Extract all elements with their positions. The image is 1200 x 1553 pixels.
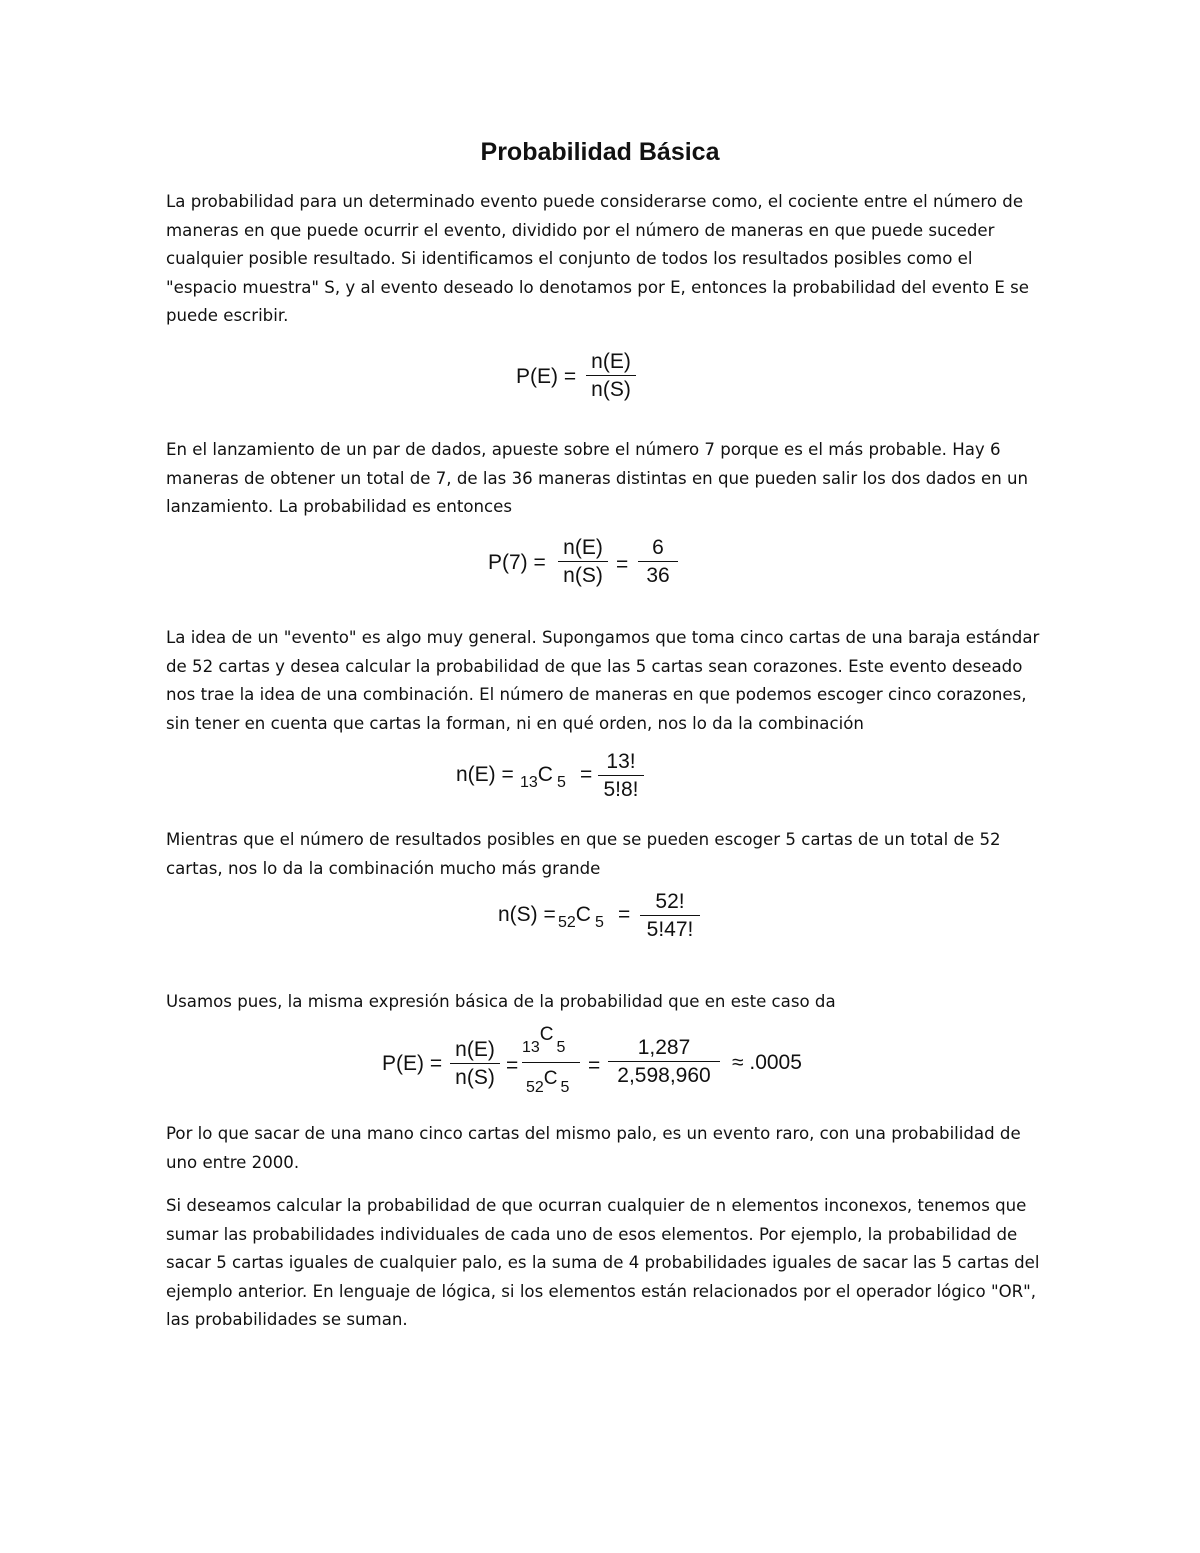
- fraction-denominator: n(S): [563, 564, 603, 587]
- formula-combination-total: [498, 890, 708, 948]
- formula-fraction-events: [558, 536, 608, 588]
- formula-equals: =: [616, 553, 629, 576]
- fraction-bar: [558, 561, 608, 562]
- formula-lhs: P(E) =: [516, 365, 577, 388]
- paragraph-rare-event: Por lo que sacar de una mano cinco cartas del mismo palo, es un evento raro, con una probabilidad de uno entre 2000.: [166, 1124, 1021, 1172]
- combination-k: 5: [594, 914, 604, 931]
- fraction-bar: [598, 775, 644, 776]
- formula-fraction: [598, 750, 644, 802]
- fraction-numerator: 13!: [606, 750, 636, 773]
- combination-c: C: [539, 1024, 554, 1045]
- formula-lhs: n(S) =: [498, 903, 556, 926]
- fraction-denominator: 2,598,960: [617, 1064, 711, 1087]
- combination-n: 13: [522, 1039, 540, 1056]
- fraction-numerator: 1,287: [637, 1036, 691, 1059]
- combination-n: 52: [526, 1079, 544, 1096]
- formula-fraction: [640, 890, 700, 942]
- formula-combination-ratio: [522, 1024, 582, 1102]
- paragraph-dice: En el lanzamiento de un par de dados, apueste sobre el número 7 porque es el más probable. Hay 6 maneras de obtener un total de 7, de las 36 maneras distintas en que pueden salir los dos dados en un lanzamiento. La probabilidad es entonces: [166, 440, 1029, 517]
- fraction-bar: [522, 1062, 580, 1063]
- combination-c: C: [543, 1068, 558, 1089]
- paragraph-definition: La probabilidad para un determinado evento puede considerarse como, el cociente entre el número de maneras en que puede ocurrir el evento, dividido por el número de maneras en que puede suceder cualquier posible resultado. Si identificamos el conjunto de todos los resultados posibles como el "espacio muestra" S, y al evento deseado lo denotamos por E, entonces la probabilidad del evento E se puede escribir.: [166, 192, 1029, 326]
- formula-equals: =: [588, 1054, 601, 1077]
- formula-equals: =: [506, 1054, 519, 1077]
- fraction-numerator: n(E): [455, 1038, 495, 1061]
- combination-n: 52: [558, 914, 576, 931]
- formula-lhs: P(E) =: [382, 1052, 443, 1075]
- fraction-bar: [608, 1061, 720, 1062]
- document-title: Probabilidad Básica: [480, 138, 720, 166]
- combination-k: 5: [556, 774, 566, 791]
- fraction-denominator: 36: [646, 564, 670, 587]
- formula-hearts-probability: [382, 1024, 822, 1104]
- paragraph-cards: La idea de un "evento" es algo muy general. Supongamos que toma cinco cartas de una baraja estándar de 52 cartas y desea calcular la probabilidad de que las 5 cartas sean corazones. Este evento deseado nos trae la idea de una combinación. El número de maneras en que podemos escoger cinco corazones, sin tener en cuenta que cartas la forman, ni en qué orden, nos lo da la combinación: [166, 628, 1040, 733]
- formula-lhs: n(E) =: [456, 763, 514, 786]
- combination-n: 13: [520, 774, 538, 791]
- paragraph-disjoint-events: Si deseamos calcular la probabilidad de que ocurran cualquier de n elementos inconexos, tenemos que sumar las probabilidades individuales de cada uno de esos elementos. Por ejemplo, la probabilidad de sacar 5 cartas iguales de cualquier palo, es la suma de 4 probabilidades iguales de sacar las 5 cartas del ejemplo anterior. En lenguaje de lógica, si los elementos están relacionados por el operador lógico "OR", las probabilidades se suman.: [166, 1196, 1040, 1330]
- ratio-denominator: [526, 1068, 570, 1096]
- formula-lhs: P(7) =: [488, 551, 546, 574]
- paragraph-total-outcomes: Mientras que el número de resultados posibles en que se pueden escoger 5 cartas de un total de 52 cartas, nos lo da la combinación mucho más grande: [166, 830, 1001, 878]
- fraction-denominator: n(S): [591, 378, 631, 401]
- combination-c: C: [537, 763, 553, 786]
- formula-combination: [558, 903, 604, 931]
- formula-probability-definition: [510, 350, 650, 410]
- formula-combination-hearts: [456, 750, 656, 808]
- fraction-numerator: 52!: [655, 890, 685, 913]
- combination-k: 5: [556, 1039, 566, 1056]
- formula-fraction-values: [638, 536, 678, 588]
- fraction-bar: [586, 375, 636, 376]
- formula-equals: =: [580, 763, 593, 786]
- combination-k: 5: [560, 1079, 570, 1096]
- formula-dice-probability: [488, 536, 688, 598]
- paragraph-usage: Usamos pues, la misma expresión básica de la probabilidad que en este caso da: [166, 992, 836, 1011]
- fraction-bar: [450, 1063, 500, 1064]
- formula-fraction-events: [450, 1038, 500, 1090]
- fraction-numerator: 6: [652, 536, 664, 559]
- fraction-denominator: n(S): [455, 1066, 495, 1089]
- formula-combination: [520, 763, 566, 791]
- fraction-denominator: 5!47!: [646, 918, 694, 941]
- fraction-numerator: n(E): [591, 350, 631, 373]
- formula-fraction: [586, 350, 636, 402]
- ratio-numerator: [522, 1024, 566, 1056]
- fraction-bar: [640, 915, 700, 916]
- fraction-numerator: n(E): [563, 536, 603, 559]
- formula-approximation: ≈ .0005: [732, 1051, 802, 1074]
- formula-fraction-values: [608, 1036, 720, 1088]
- fraction-denominator: 5!8!: [603, 778, 639, 801]
- fraction-bar: [638, 561, 678, 562]
- combination-c: C: [575, 903, 591, 926]
- formula-equals: =: [618, 903, 631, 926]
